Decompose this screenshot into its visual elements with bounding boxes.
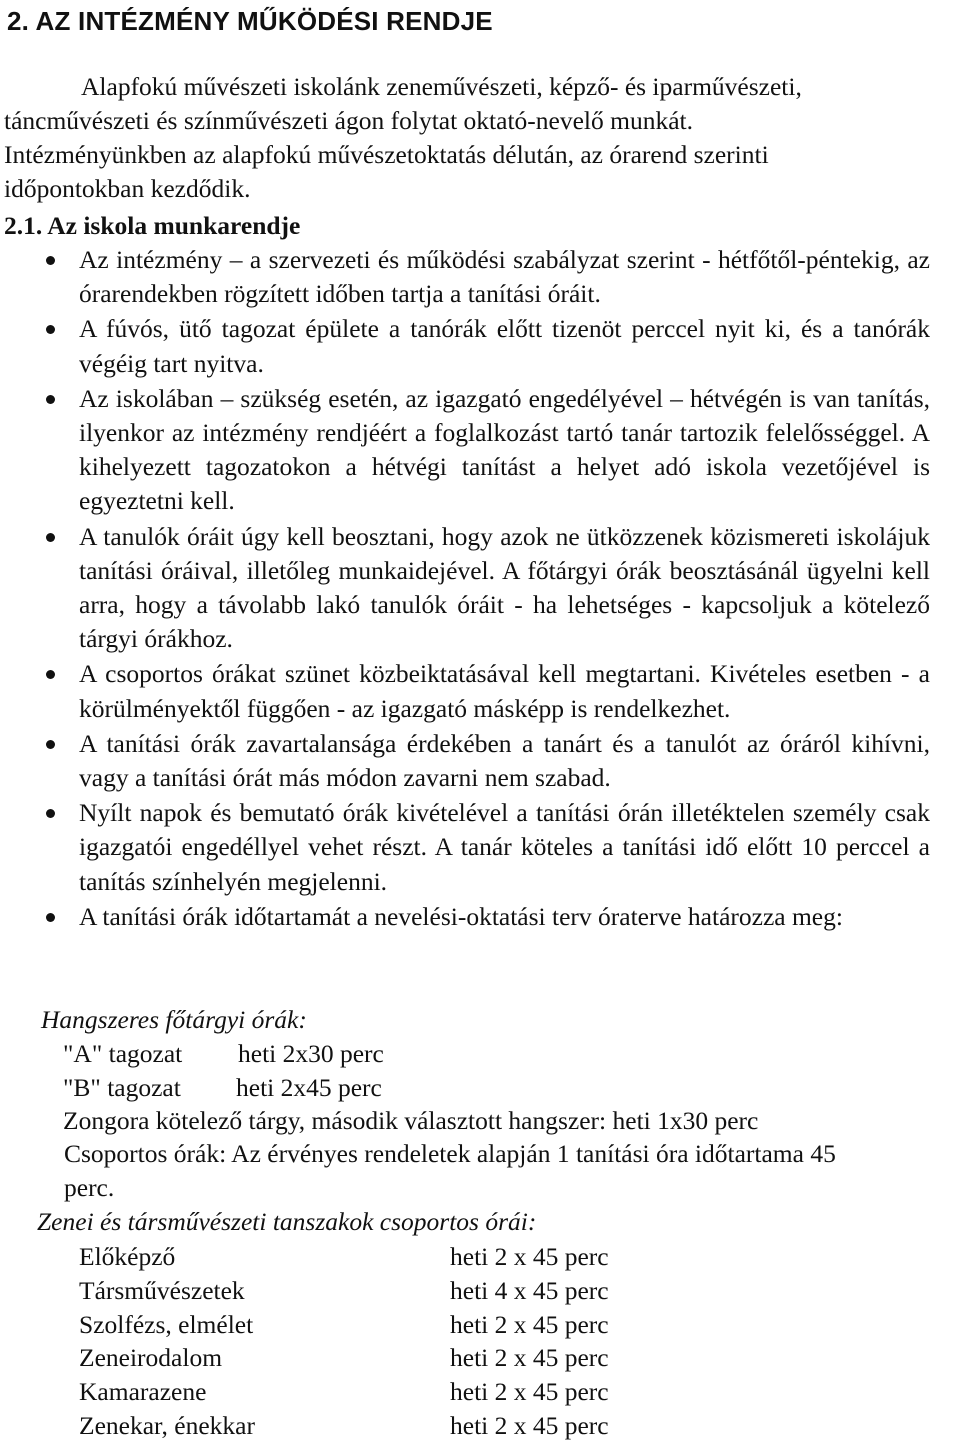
table-cell-value: heti 2 x 45 perc xyxy=(450,1410,609,1440)
list-item-text: A tanulók óráit úgy kell beosztani, hogy azok ne ütközzenek közismereti iskolájuk tanítási óráival, illetőleg munkaidejével. A főtárgyi órák beosztásánál ügyelni kell arra, hogy a távolabb lakó tanulók óráit - ha lehetséges - kapcsoljuk a kötelező tárgyi órákhoz. xyxy=(79,521,930,654)
b-tagozat-value: heti 2x45 perc xyxy=(236,1073,382,1102)
csoportos-line: Csoportos órák: Az érvényes rendeletek alapján 1 tanítási óra időtartama 45 xyxy=(64,1139,836,1168)
list-item xyxy=(0,312,930,380)
list-item-text: Az intézmény – a szervezeti és működési szabályzat szerint - hétfőtől-péntekig, az órarendekben rögzített időben tartja a tanítási óráit. xyxy=(79,245,930,309)
list-item-text: A tanítási órák időtartamát a nevelési-oktatási terv óraterve határozza meg: xyxy=(79,901,843,931)
bullet-icon xyxy=(46,325,55,334)
bullet-icon xyxy=(46,533,55,542)
list-item-text: A tanítási órák zavartalansága érdekében a tanárt és a tanulót az óráról kihívni, vagy a tanítási órát más módon zavarni nem szabad. xyxy=(79,728,930,793)
table-row xyxy=(79,1308,609,1342)
zongora-line: Zongora kötelező tárgy, második választott hangszer: heti 1x30 perc xyxy=(63,1106,759,1135)
list-item xyxy=(0,243,930,311)
list-item xyxy=(0,657,930,725)
list-item xyxy=(0,900,930,934)
table-row xyxy=(79,1240,609,1274)
table-cell-value: heti 2 x 45 perc xyxy=(450,1343,609,1373)
list-item-text: Az iskolában – szükség esetén, az igazgató engedélyével – hétvégén is van tanítás, ilyenkor az intézmény rendjéért a foglalkozást tartó tanár tartozik felelősséggel. A kihelyezett tagozatokon a hétvégi tanítást a helyet adó iskola vezetőjével is egyeztetni kell. xyxy=(79,383,930,516)
table-row xyxy=(79,1274,609,1308)
intro-line: időpontokban kezdődik. xyxy=(4,174,251,203)
a-tagozat-label: "A" tagozat xyxy=(63,1039,183,1068)
table-cell-name: Zenekar, énekkar xyxy=(79,1410,255,1440)
zenei-table xyxy=(79,1240,609,1443)
table-row xyxy=(79,1341,609,1375)
csoportos-paragraph xyxy=(4,1137,924,1205)
a-tagozat-value: heti 2x30 perc xyxy=(238,1039,384,1068)
table-cell-value: heti 2 x 45 perc xyxy=(450,1242,609,1271)
chapter-heading: 2. AZ INTÉZMÉNY MŰKÖDÉSI RENDJE xyxy=(7,6,493,36)
rules-list xyxy=(0,243,930,935)
intro-line: táncművészeti és színművészeti ágon folytat oktató-nevelő munkát. xyxy=(4,106,693,135)
table-cell-name: Társművészetek xyxy=(79,1275,245,1305)
table-row xyxy=(79,1375,609,1409)
section-title: 2.1. Az iskola munkarendje xyxy=(4,211,301,240)
zenei-title: Zenei és társművészeti tanszakok csoportos órái: xyxy=(37,1207,537,1236)
b-tagozat-label: "B" tagozat xyxy=(63,1073,181,1102)
bullet-icon xyxy=(46,913,55,922)
list-item-text: Nyílt napok és bemutató órák kivételével a tanítási órán illetéktelen személy csak igazgatói engedéllyel vehet részt. A tanár köteles a tanítási idő előtt 10 perccel a tanítás színhelyén megjelenni. xyxy=(79,798,930,896)
intro-line: Intézményünkben az alapfokú művészetoktatás délután, az órarend szerinti xyxy=(4,140,769,169)
intro-line: Alapfokú művészeti iskolánk zeneművészeti, képző- és iparművészeti, xyxy=(81,72,802,101)
bullet-icon xyxy=(46,809,55,818)
table-cell-value: heti 4 x 45 perc xyxy=(450,1275,609,1305)
table-cell-name: Szolfézs, elmélet xyxy=(79,1309,254,1339)
table-cell-name: Zeneirodalom xyxy=(79,1343,223,1373)
intro-paragraph xyxy=(4,70,912,206)
list-item xyxy=(0,727,930,795)
table-cell-name: Kamarazene xyxy=(79,1377,207,1407)
table-cell-value: heti 2 x 45 perc xyxy=(450,1309,609,1339)
hangszeres-title: Hangszeres főtárgyi órák: xyxy=(41,1005,307,1034)
csoportos-line: perc. xyxy=(64,1173,115,1202)
bullet-icon xyxy=(46,395,55,404)
list-item-text: A csoportos órákat szünet közbeiktatásával kell megtartani. Kivételes esetben - a körülményektől függően - az igazgató másképp is rendelkezhet. xyxy=(79,659,930,723)
table-row xyxy=(79,1409,609,1443)
bullet-icon xyxy=(46,670,55,679)
table-cell-value: heti 2 x 45 perc xyxy=(450,1377,609,1407)
bullet-icon xyxy=(46,256,55,265)
bullet-icon xyxy=(46,740,55,749)
list-item xyxy=(0,796,930,899)
list-item-text: A fúvós, ütő tagozat épülete a tanórák előtt tizenöt perccel nyit ki, és a tanórák végéig tart nyitva. xyxy=(79,314,930,378)
list-item xyxy=(0,520,930,657)
table-cell-name: Előképző xyxy=(79,1242,176,1271)
list-item xyxy=(0,382,930,519)
